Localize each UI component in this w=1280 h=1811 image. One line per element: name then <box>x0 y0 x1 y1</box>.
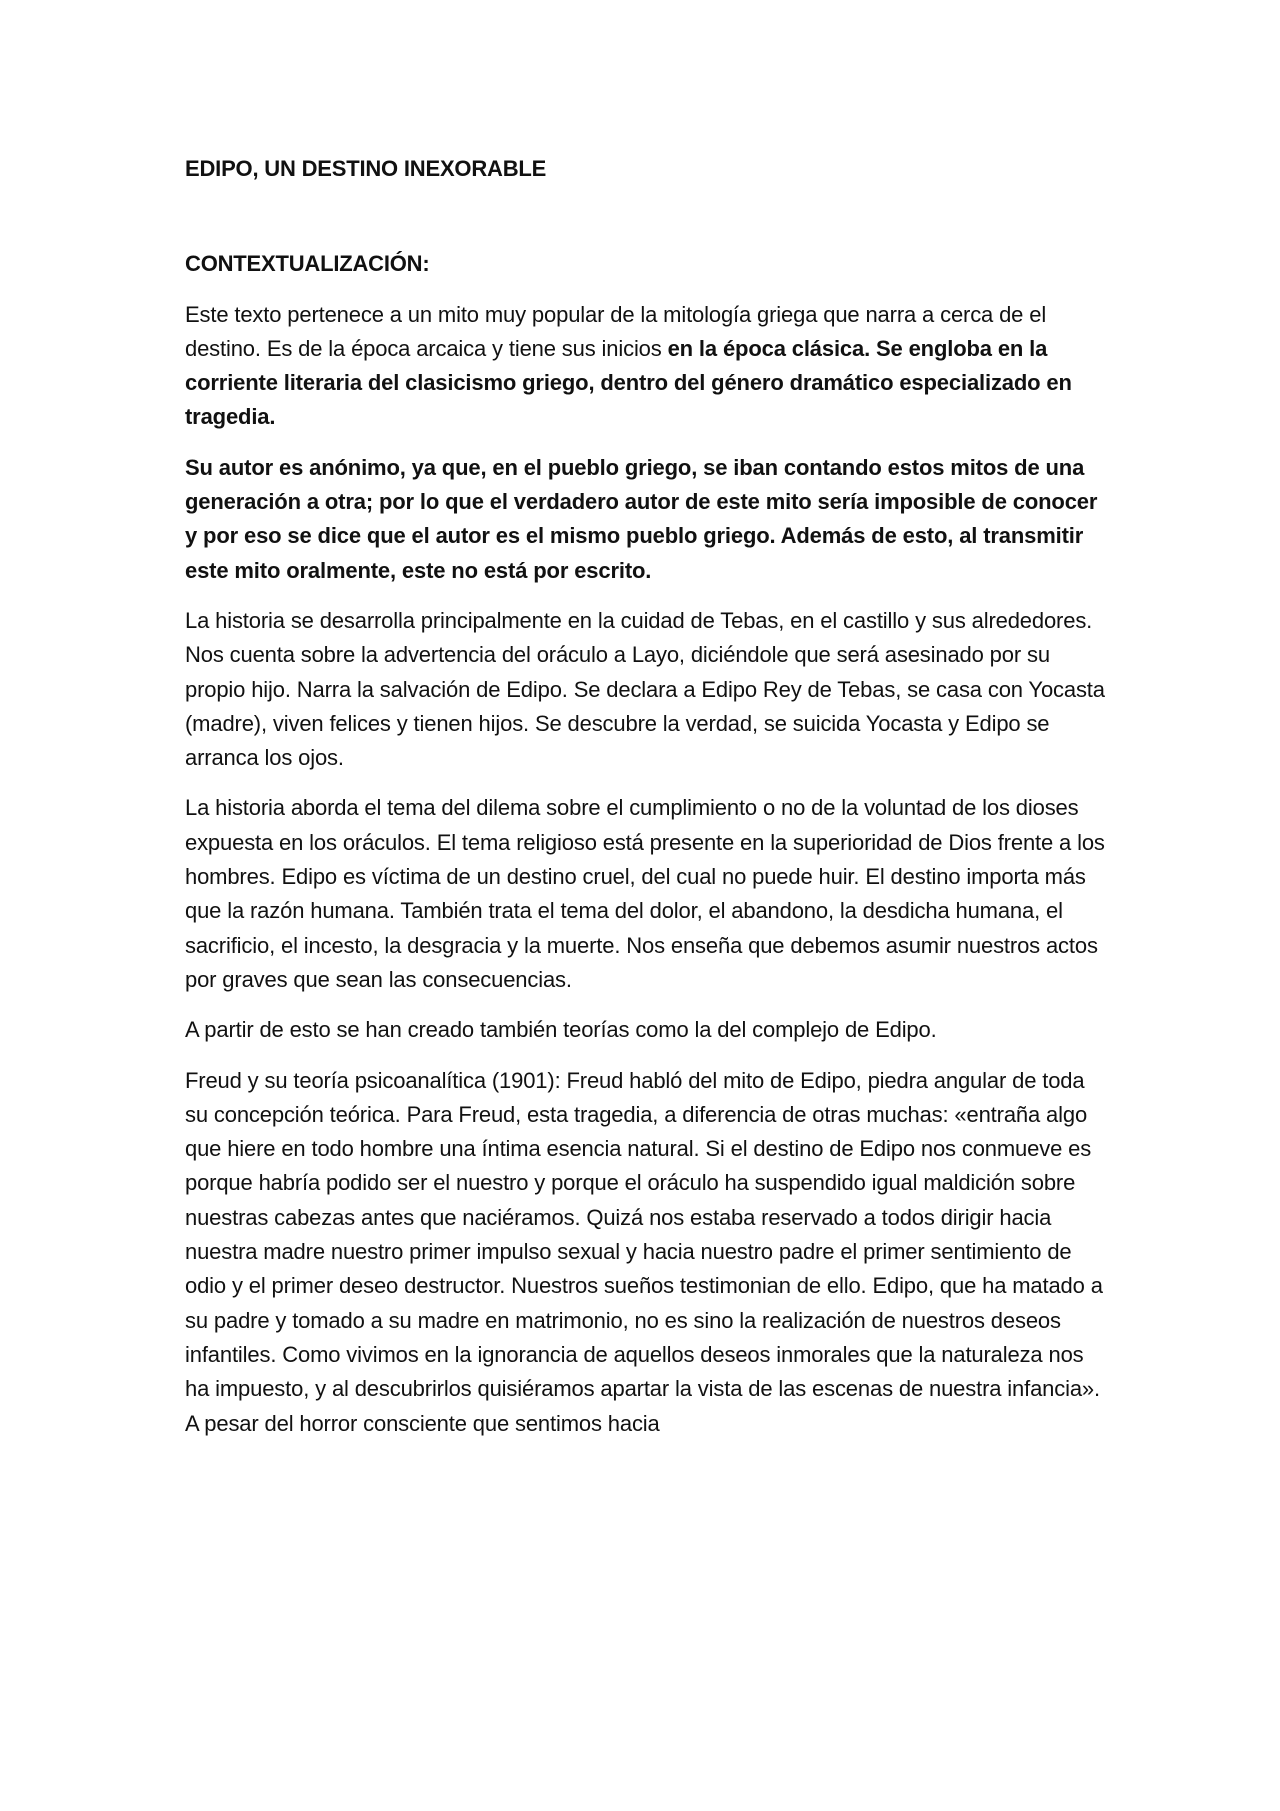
paragraph-freud: Freud y su teoría psicoanalítica (1901): Freud habló del mito de Edipo, piedra angular de toda su concepción teórica. Para Freud, esta tragedia, a diferencia de otras muchas: «entraña algo que hiere en todo hombre una íntima esencia natural. Si el destino de Edipo nos conmueve es porque habría podido ser el nuestro y porque el oráculo ha suspendido igual maldición sobre nuestras cabezas antes que naciéramos. Quizá nos estaba reservado a todos dirigir hacia nuestra madre nuestro primer impulso sexual y hacia nuestro padre el primer sentimiento de odio y el primer deseo destructor. Nuestros sueños testimonian de ello. Edipo, que ha matado a su padre y tomado a su madre en matrimonio, no es sino la realización de nuestros deseos infantiles. Como vivimos en la ignorancia de aquellos deseos inmorales que la naturaleza nos ha impuesto, y al descubrirlos quisiéramos apartar la vista de las escenas de nuestra infancia». A pesar del horror consciente que sentimos hacia <box>185 1067 1103 1436</box>
section-heading: CONTEXTUALIZACIÓN: <box>185 251 430 277</box>
document-body <box>185 152 1105 1441</box>
paragraph-plot: La historia se desarrolla principalmente en la cuidad de Tebas, en el castillo y sus alrededores. Nos cuenta sobre la advertencia del oráculo a Layo, diciéndole que será asesinado por su propio hijo. Narra la salvación de Edipo. Se declara a Edipo Rey de Tebas, se casa con Yocasta (madre), viven felices y tienen hijos. Se descubre la verdad, se suicida Yocasta y Edipo se arranca los ojos. <box>185 607 1105 771</box>
paragraph-context-text: Este texto pertenece a un mito muy popular de la mitología griega que narra a cerca de el destino. Es de la época arcaica y tiene sus inicios <box>185 301 1047 361</box>
paragraph-context <box>185 298 1105 435</box>
document-title: EDIPO, UN DESTINO INEXORABLE <box>185 156 547 181</box>
paragraph-themes: La historia aborda el tema del dilema sobre el cumplimiento o no de la voluntad de los dioses expuesta en los oráculos. El tema religioso está presente en la superioridad de Dios frente a los hombres. Edipo es víctima de un destino cruel, del cual no puede huir. El destino importa más que la razón humana. También trata el tema del dolor, el abandono, la desdicha humana, el sacrificio, el incesto, la desgracia y la muerte. Nos enseña que debemos asumir nuestros actos por graves que sean las consecuencias. <box>185 795 1105 992</box>
paragraph-author: Su autor es anónimo, ya que, en el pueblo griego, se iban contando estos mitos de una generación a otra; por lo que el verdadero autor de este mito sería imposible de conocer y por eso se dice que el autor es el mismo pueblo griego. Además de esto, al transmitir este mito oralmente, este no está por escrito. <box>185 454 1098 583</box>
paragraph-context-bold-era: en la época clásica. <box>667 335 871 361</box>
paragraph-context-bold-genre: Se engloba en la corriente literaria del clasicismo griego, dentro del género dramático especializado en tragedia. <box>185 335 1072 430</box>
paragraph-theories: A partir de esto se han creado también teorías como la del complejo de Edipo. <box>185 1017 937 1043</box>
